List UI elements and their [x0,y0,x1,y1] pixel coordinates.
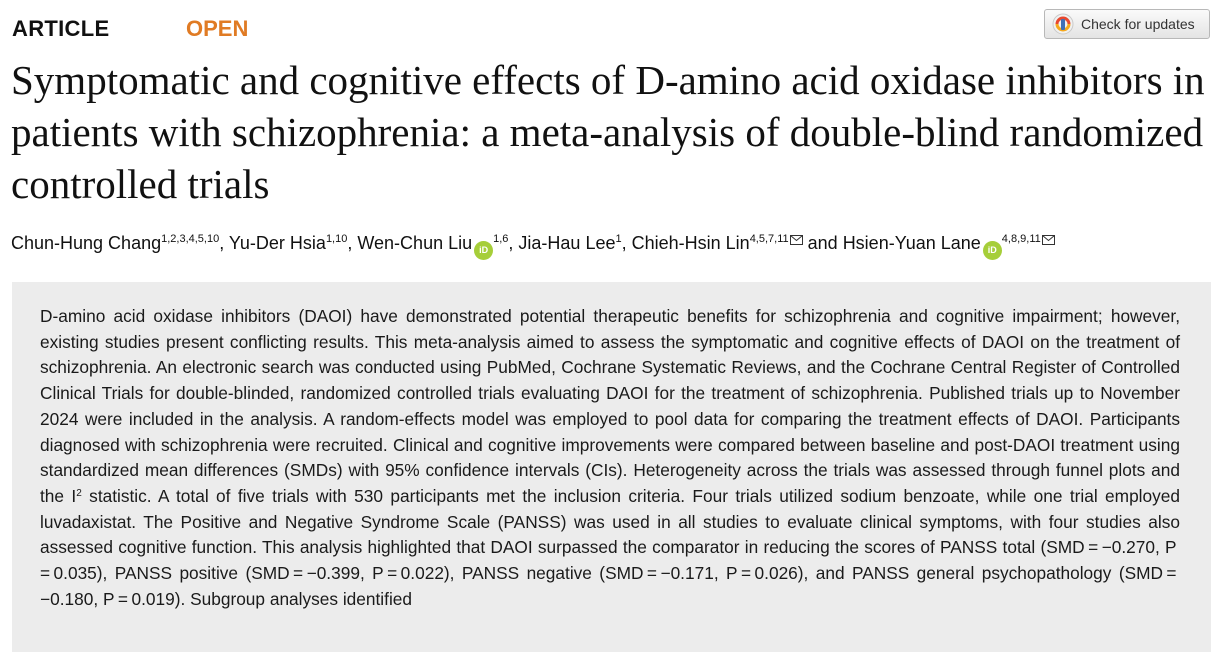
orcid-icon[interactable]: iD [474,241,493,260]
check-for-updates-button[interactable] [1044,9,1210,39]
crossmark-icon [1052,13,1074,35]
author-name[interactable]: Hsien-Yuan Lane [842,233,981,253]
author-name[interactable]: Jia-Hau Lee [518,233,616,253]
abstract-text [40,304,1180,612]
author-affiliations: 4,5,7,11 [749,233,789,245]
check-for-updates-label: Check for updates [1081,16,1195,32]
abstract-text-part1: D-amino acid oxidase inhibitors (DAOI) have demonstrated potential therapeutic benefits for schizophrenia and cognitive impairment; however, existing studies present conflicting results. This meta-analysis aimed to assess the symptomatic and cognitive effects of DAOI on the treatment of schizophrenia. An electronic search was conducted using PubMed, Cochrane Systematic Reviews, and the Cochrane Central Register of Controlled Clinical Trials for double-blinded, randomized controlled trials evaluating DAOI for the treatment of schizophrenia. Published trials up to November 2024 were included in the analysis. A random-effects model was employed to pool data for comparing the treatment effects of DAOI. Participants diagnosed with schizophrenia were recruited. Clinical and cognitive improvements were compared between baseline and post-DAOI treatment using standardized mean differences (SMDs) with 95% confidence intervals (CIs). Heterogeneity across the trials was assessed through funnel plots and the I [40,306,1180,506]
author-name[interactable]: Chieh-Hsin Lin [631,233,750,253]
author-name[interactable]: Wen-Chun Liu [357,233,473,253]
article-title: Symptomatic and cognitive effects of D-amino acid oxidase inhibitors in patients with schizophrenia: a meta-analysis of double-blind randomized controlled trials [11,57,1205,207]
orcid-icon[interactable]: iD [983,241,1002,260]
author-separator: , [508,233,519,253]
author-affiliations: 1,6 [493,233,509,245]
author-affiliations: 1 [615,233,622,245]
author-affiliations: 4,8,9,11 [1001,233,1041,245]
article-type-label: ARTICLE [12,16,110,41]
email-envelope-icon[interactable] [790,235,803,245]
author-name[interactable]: Yu-Der Hsia [228,233,326,253]
open-access-label: OPEN [186,16,249,41]
author-affiliations: 1,10 [325,233,348,245]
author-separator: , [219,233,229,253]
author-affiliations: 1,2,3,4,5,10 [161,233,220,245]
author-name[interactable]: Chun-Hung Chang [11,233,162,253]
abstract-text-part2: statistic. A total of five trials with 530 participants met the inclusion criteria. Four trials utilized sodium benzoate, while one trial employed luvadaxistat. The Positive and Negative Syndrome Scale (PANSS) was used in all studies to evaluate clinical symptoms, with four studies also assessed cognitive function. This analysis highlighted that DAOI surpassed the comparator in reducing the scores of PANSS total (SMD = −0.270, P = 0.035), PANSS positive (SMD = −0.399, P = 0.022), PANSS negative (SMD = −0.171, P = 0.026), and PANSS general psychopathology (SMD = −0.180, P = 0.019). Subgroup analyses identified [40,485,1180,609]
abstract-superscript: 2 [76,487,82,499]
abstract-panel [12,282,1211,652]
author-list [11,230,1216,260]
author-separator: and [802,233,843,253]
email-envelope-icon[interactable] [1042,235,1055,245]
author-separator: , [621,233,632,253]
author-separator: , [347,233,358,253]
